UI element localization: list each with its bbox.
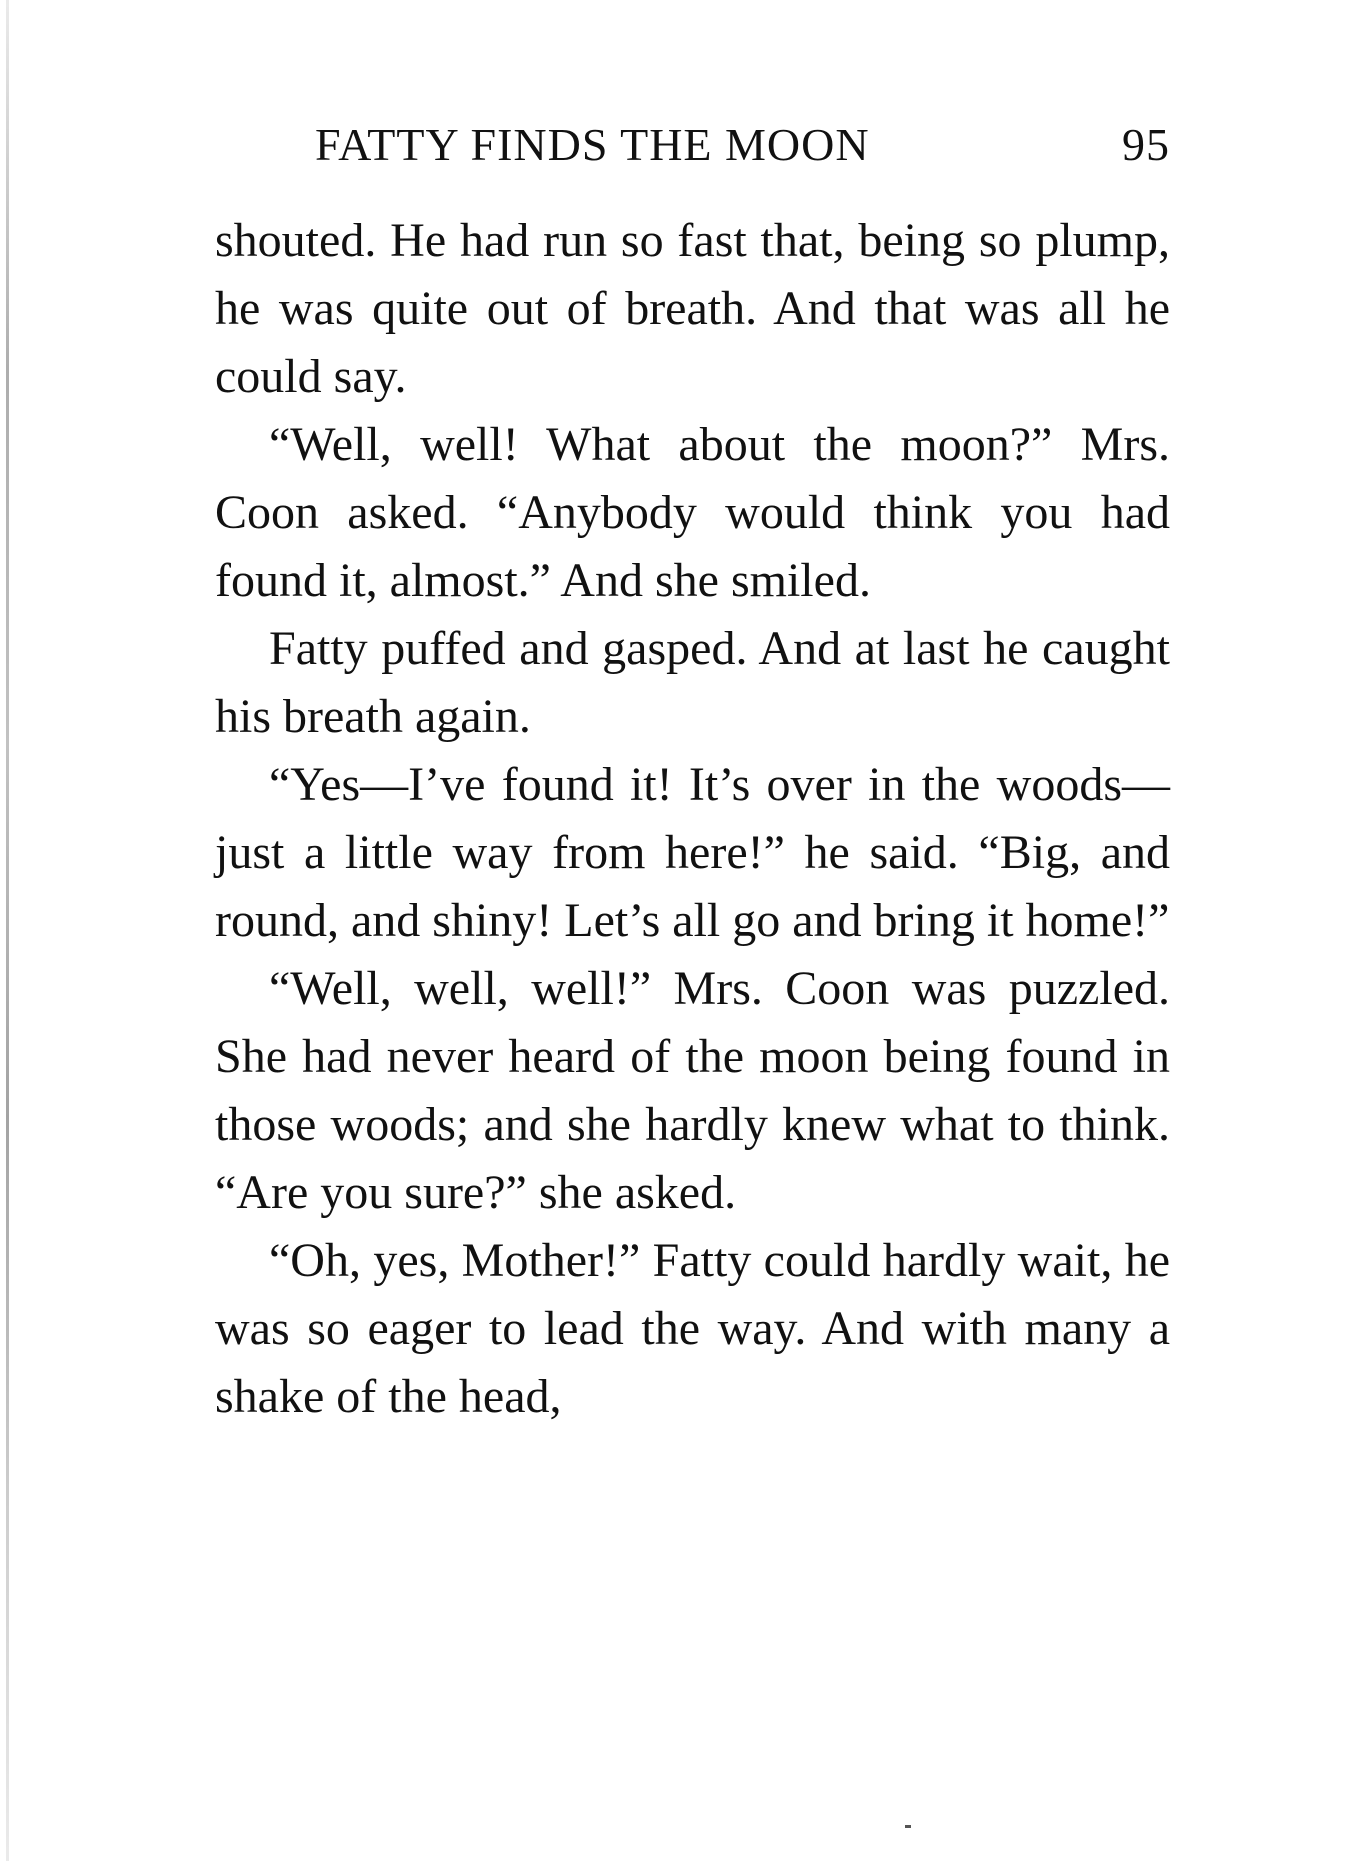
paragraph-1: shouted. He had run so fast that, being so plump, he was quite out of breath. And that was all he could say.: [215, 214, 1170, 403]
paragraph-2: “Well, well! What about the moon?” Mrs. Coon asked. “Anybody would think you had found it, almost.” And she smiled.: [215, 418, 1170, 607]
paragraph-6: “Oh, yes, Mother!” Fatty could hardly wait, he was so eager to lead the way. And with many a shake of the head,: [215, 1234, 1170, 1423]
scan-speck: [905, 1825, 911, 1828]
paragraph-3: Fatty puffed and gasped. And at last he caught his breath again.: [215, 622, 1170, 743]
running-head: [315, 118, 1170, 178]
paragraph-4: “Yes—I’ve found it! It’s over in the woods—just a little way from here!” he said. “Big, and round, and shiny! Let’s all go and bring it home!”: [215, 758, 1170, 947]
chapter-title: FATTY FINDS THE MOON: [315, 119, 870, 170]
paragraph-5: “Well, well, well!” Mrs. Coon was puzzled. She had never heard of the moon being found in those woods; and she hardly knew what to think. “Are you sure?” she asked.: [215, 962, 1170, 1219]
page-number: 95: [1122, 119, 1170, 170]
body-text: [215, 207, 1170, 1431]
scan-edge-shadow: [6, 0, 9, 1861]
